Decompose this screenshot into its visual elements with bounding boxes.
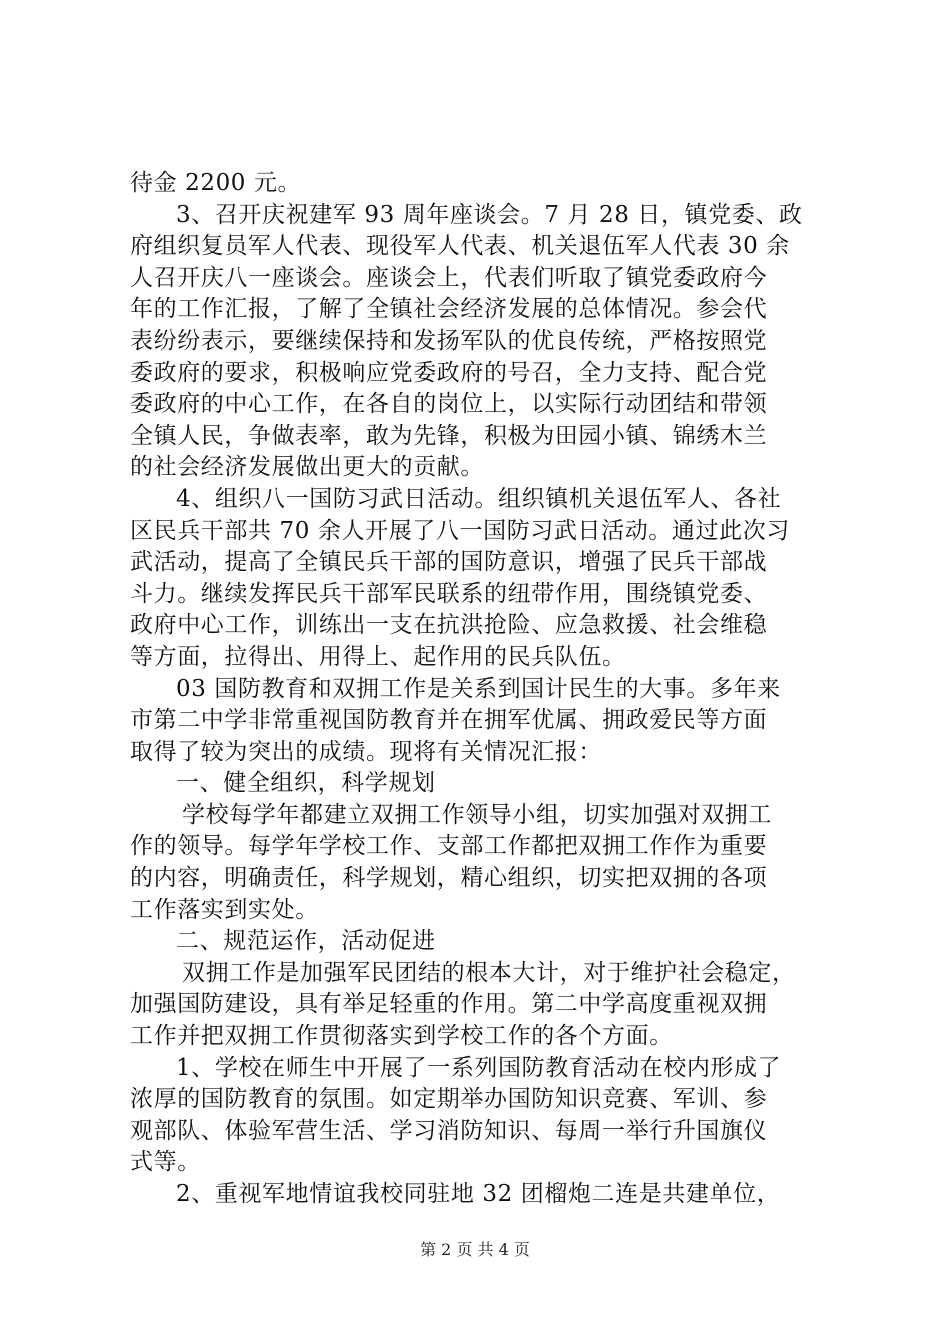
text-line: 作的领导。每学年学校工作、支部工作都把双拥工作作为重要 bbox=[130, 833, 768, 860]
text-line: 4、组织八一国防习武日活动。组织镇机关退伍军人、各社 bbox=[176, 485, 782, 512]
text-line: 府组织复员军人代表、现役军人代表、机关退伍军人代表 30 余 bbox=[130, 233, 790, 260]
text-line: 全镇人民，争做表率，敢为先锋，积极为田园小镇、锦绣木兰 bbox=[130, 422, 768, 449]
text-line: 浓厚的国防教育的氛围。如定期举办国防知识竞赛、军训、参 bbox=[130, 1086, 768, 1113]
text-line: 工作落实到实处。 bbox=[130, 896, 319, 923]
text-line: 工作并把双拥工作贯彻落实到学校工作的各个方面。 bbox=[130, 1023, 673, 1050]
text-line: 的内容，明确责任，科学规划，精心组织，切实把双拥的各项 bbox=[130, 865, 768, 892]
text-line: 3、召开庆祝建军 93 周年座谈会。7 月 28 日，镇党委、政 bbox=[176, 201, 803, 228]
text-line: 二、规范运作，活动促进 bbox=[176, 928, 436, 955]
page-footer: 第 2 页 共 4 页 bbox=[420, 1240, 530, 1259]
text-line: 加强国防建设，具有举足轻重的作用。第二中学高度重视双拥 bbox=[130, 991, 768, 1018]
text-line: 一、健全组织，科学规划 bbox=[176, 770, 436, 797]
text-line: 斗力。继续发挥民兵干部军民联系的纽带作用，围绕镇党委、 bbox=[130, 580, 768, 607]
text-line: 人召开庆八一座谈会。座谈会上，代表们听取了镇党委政府今 bbox=[130, 264, 768, 291]
text-line: 委政府的中心工作，在各自的岗位上，以实际行动团结和带领 bbox=[130, 391, 768, 418]
text-line: 观部队、体验军营生活、学习消防知识、每周一举行升国旗仪 bbox=[130, 1117, 768, 1144]
text-line: 式等。 bbox=[130, 1149, 201, 1176]
text-line: 委政府的要求，积极响应党委政府的号召，全力支持、配合党 bbox=[130, 359, 768, 386]
text-line: 03 国防教育和双拥工作是关系到国计民生的大事。多年来 bbox=[176, 675, 781, 702]
text-line: 双拥工作是加强军民团结的根本大计，对于维护社会稳定， bbox=[182, 959, 796, 986]
text-line: 年的工作汇报，了解了全镇社会经济发展的总体情况。参会代 bbox=[130, 296, 768, 323]
text-line: 等方面，拉得出、用得上、起作用的民兵队伍。 bbox=[130, 643, 626, 670]
text-line: 1、学校在师生中开展了一系列国防教育活动在校内形成了 bbox=[176, 1054, 782, 1081]
document-body bbox=[130, 168, 830, 1211]
text-line: 政府中心工作，训练出一支在抗洪抢险、应急救援、社会维稳 bbox=[130, 612, 768, 639]
text-line: 市第二中学非常重视国防教育并在拥军优属、拥政爱民等方面 bbox=[130, 707, 768, 734]
text-line: 取得了较为突出的成绩。现将有关情况汇报： bbox=[130, 738, 602, 765]
text-line: 的社会经济发展做出更大的贡献。 bbox=[130, 454, 484, 481]
text-line: 武活动，提高了全镇民兵干部的国防意识，增强了民兵干部战 bbox=[130, 549, 768, 576]
text-line: 2、重视军地情谊我校同驻地 32 团榴炮二连是共建单位， bbox=[176, 1181, 781, 1207]
text-line: 待金 2200 元。 bbox=[130, 170, 302, 196]
text-line: 区民兵干部共 70 余人开展了八一国防习武日活动。通过此次习 bbox=[130, 517, 790, 544]
text-line: 表纷纷表示，要继续保持和发扬军队的优良传统，严格按照党 bbox=[130, 327, 768, 354]
text-line: 学校每学年都建立双拥工作领导小组，切实加强对双拥工 bbox=[182, 801, 772, 828]
